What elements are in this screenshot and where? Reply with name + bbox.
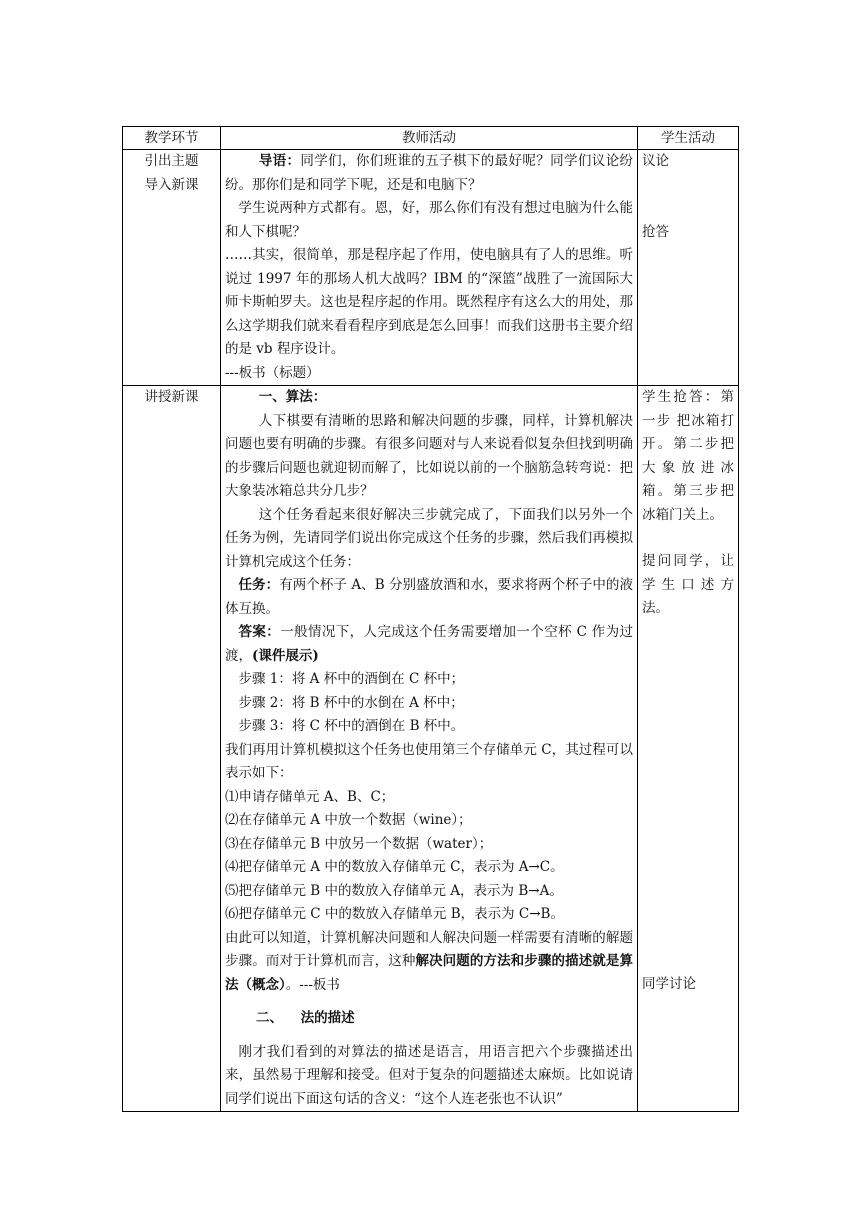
paragraph: ---板书（标题） bbox=[225, 364, 320, 381]
student-activity-text: 学生抢答：第一步 把冰箱打开。第二步把大象放进冰箱。第三步把冰箱门关上。 bbox=[642, 389, 734, 523]
student-activity-cell bbox=[638, 150, 739, 386]
teacher-activity-cell bbox=[221, 386, 638, 1112]
paragraph: 学生说两种方式都有。恩，好，那么你们有没有想过电脑为什么能和人下棋呢？ bbox=[225, 200, 633, 240]
paragraph: ……其实，很简单，那是程序起了作用，使电脑具有了人的思维。听说过 1997 年的那场人机大战吗？IBM 的“深篮”战胜了一流国际大师卡斯帕罗夫。这也是程序起的作用。既然程序有这么大的用处，那么这学期我们就来看看程序到底是怎么回事！而我们这册书主要介绍的是 vb 程序设计。 bbox=[225, 247, 633, 357]
student-activity-text: 同学讨论 bbox=[642, 975, 696, 992]
lesson-plan-table bbox=[122, 126, 739, 1112]
table-header-row bbox=[123, 127, 739, 150]
section-heading: 二、 法的描述 bbox=[256, 1010, 355, 1026]
student-activity-text: 提问同学，让学生口述方法。 bbox=[642, 553, 734, 616]
section-heading: 一、算法： bbox=[258, 389, 327, 405]
header-stage: 教学环节 bbox=[123, 127, 221, 150]
list-item: ⑷把存储单元 A 中的数放入存储单元 C，表示为 A→C。 bbox=[225, 859, 564, 875]
table-row bbox=[123, 150, 739, 386]
paragraph: 任务：有两个杯子 A、B 分别盛放酒和水，要求将两个杯子中的液体互换。 bbox=[225, 577, 633, 617]
paragraph: 导语：同学们，你们班谁的五子棋下的最好呢？同学们议论纷纷。那你们是和同学下呢，还是和电脑下？ bbox=[225, 153, 633, 193]
student-activity-text: 抢答 bbox=[642, 223, 669, 240]
teacher-activity-cell bbox=[221, 150, 638, 386]
paragraph: 由此可以知道，计算机解决问题和人解决问题一样需要有清晰的解题步骤。而对于计算机而言，这种解决问题的方法和步骤的描述就是算法（概念）。---板书 bbox=[225, 929, 634, 993]
student-activity-cell bbox=[638, 386, 739, 1112]
stage-cell bbox=[123, 150, 221, 386]
table-row bbox=[123, 386, 739, 1112]
paragraph: 刚才我们看到的对算法的描述是语言，用语言把六个步骤描述出来，虽然易于理解和接受。但对于复杂的问题描述太麻烦。比如说请同学们说出下面这句话的含义：“这个人连老张也不认识” bbox=[225, 1043, 633, 1107]
list-item: ⑴申请存储单元 A、B、C； bbox=[225, 788, 395, 805]
list-item: ⑸把存储单元 B 中的数放入存储单元 A，表示为 B→A。 bbox=[225, 882, 563, 899]
step-item: 步骤 3：将 C 杯中的酒倒在 B 杯中。 bbox=[238, 718, 465, 734]
header-teacher-activity: 教师活动 bbox=[221, 127, 638, 150]
list-item: ⑹把存储单元 C 中的数放入存储单元 B，表示为 C→B。 bbox=[225, 906, 564, 922]
paragraph: 人下棋要有清晰的思路和解决问题的步骤，同样，计算机解决问题也要有明确的步骤。有很多问题对与人来说看似复杂但找到明确的步骤后问题也就迎韧而解了，比如说以前的一个脑筋急转弯说：把大象装冰箱总共分几步？ bbox=[225, 412, 633, 499]
step-item: 步骤 1：将 A 杯中的酒倒在 C 杯中； bbox=[238, 671, 465, 687]
stage-label: 讲授新课 bbox=[144, 389, 199, 405]
stage-cell bbox=[123, 386, 221, 1112]
bold-lead: 导语： bbox=[258, 153, 301, 169]
list-item: ⑶在存储单元 B 中放另一个数据（water）； bbox=[225, 835, 493, 852]
header-student-activity: 学生活动 bbox=[638, 127, 739, 150]
list-item: ⑵在存储单元 A 中放一个数据（wine）； bbox=[225, 812, 472, 828]
paragraph: 答案：一般情况下，人完成这个任务需要增加一个空杯 C 作为过渡，(课件展示) bbox=[225, 624, 633, 664]
stage-label: 引出主题 bbox=[144, 153, 199, 169]
stage-label: 导入新课 bbox=[144, 176, 199, 193]
student-activity-text: 议论 bbox=[642, 153, 669, 169]
paragraph: 这个任务看起来很好解决三步就完成了，下面我们以另外一个任务为例，先请同学们说出你完成这个任务的步骤，然后我们再模拟计算机完成这个任务： bbox=[225, 506, 633, 570]
paragraph: 我们再用计算机模拟这个任务也使用第三个存储单元 C，其过程可以表示如下： bbox=[225, 741, 633, 781]
step-item: 步骤 2：将 B 杯中的水倒在 A 杯中； bbox=[238, 694, 464, 711]
